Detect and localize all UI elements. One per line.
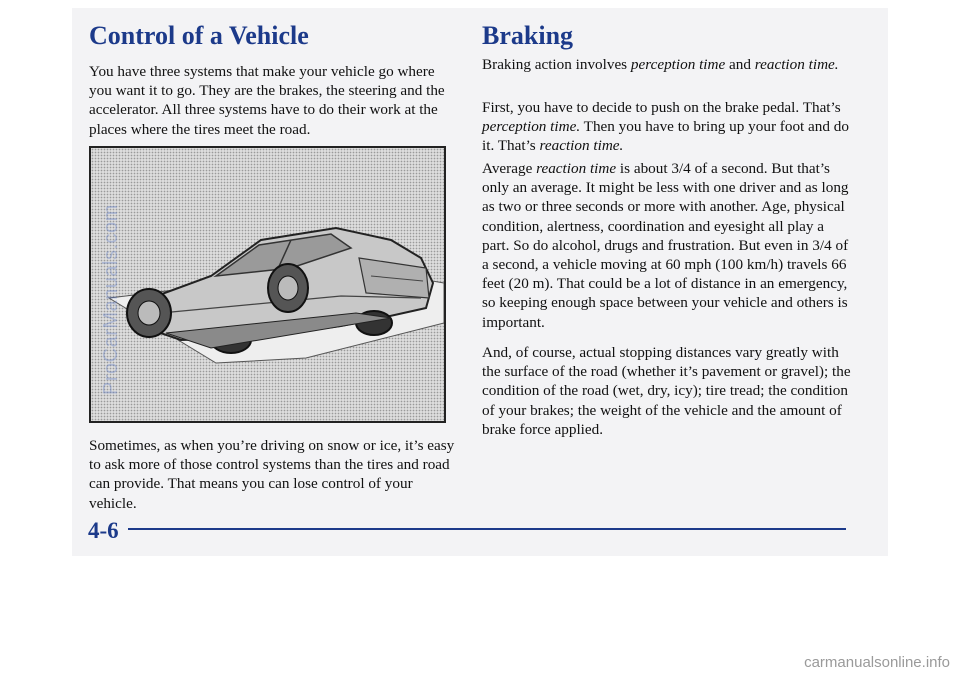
car-tire-contact-illustration [89, 146, 446, 423]
p3-text-c: is about 3/4 of a second. But that’s only an average. It might be less with one driver and as long as two or three seconds or more with another. Age, physical condition, alertness, coordination and eyesight all play a part. So do alcohol, drugs and frustration. But even in 3/4 of a second, a vehicle moving at 60 mph (100 km/h) travels 66 feet (20 m). That could be a lot of distance in an emergency, so keeping enough space between your vehicle and others is important. [482, 160, 849, 331]
p1-italic-reaction-time: reaction time. [754, 56, 839, 73]
procarmanuals-watermark: ProCarManuals.com [100, 204, 122, 395]
footer-rule [128, 528, 846, 530]
control-after-figure-paragraph: Sometimes, as when you’re driving on snow or ice, it’s easy to ask more of those control systems than the tires and road can provide. That means you can lose control of your vehicle. [89, 437, 455, 512]
p1-italic-perception-time: perception time [630, 56, 726, 73]
p2-italic-perception-time: perception time. [482, 118, 581, 136]
control-intro-paragraph: You have three systems that make your vehicle go where you want it to go. They are the brakes, the steering and the accelerator. All three systems have to do their work at the places where the tires meet the road. [89, 63, 445, 138]
car-illustration-icon [91, 148, 444, 421]
braking-paragraph-3 [482, 159, 852, 332]
braking-paragraph-4: And, of course, actual stopping distances vary greatly with the surface of the road (whether it’s pavement or gravel); the condition of the road (wet, dry, icy); tire tread; the condition of your brakes; the weight of the vehicle and the amount of brake force applied. [482, 344, 851, 438]
p3-italic-reaction-time: reaction time [536, 160, 617, 177]
p2-text-a: First, you have to decide to push on the brake pedal. That’s [482, 99, 841, 116]
p3-text-a: Average [482, 160, 537, 177]
p2-italic-reaction-time: reaction time. [539, 137, 624, 155]
control-of-vehicle-heading: Control of a Vehicle [89, 21, 309, 50]
p1-text-a: Braking action involves [482, 56, 631, 73]
site-footer-watermark: carmanualsonline.info [804, 654, 950, 671]
braking-heading: Braking [482, 21, 574, 50]
p2-text-c: Then you have to bring up your foot and do it. That’s [482, 118, 849, 155]
p1-text-c: and [725, 56, 755, 73]
braking-paragraph-1 [482, 55, 852, 74]
braking-paragraph-2 [482, 98, 852, 156]
page-number: 4-6 [88, 518, 119, 543]
